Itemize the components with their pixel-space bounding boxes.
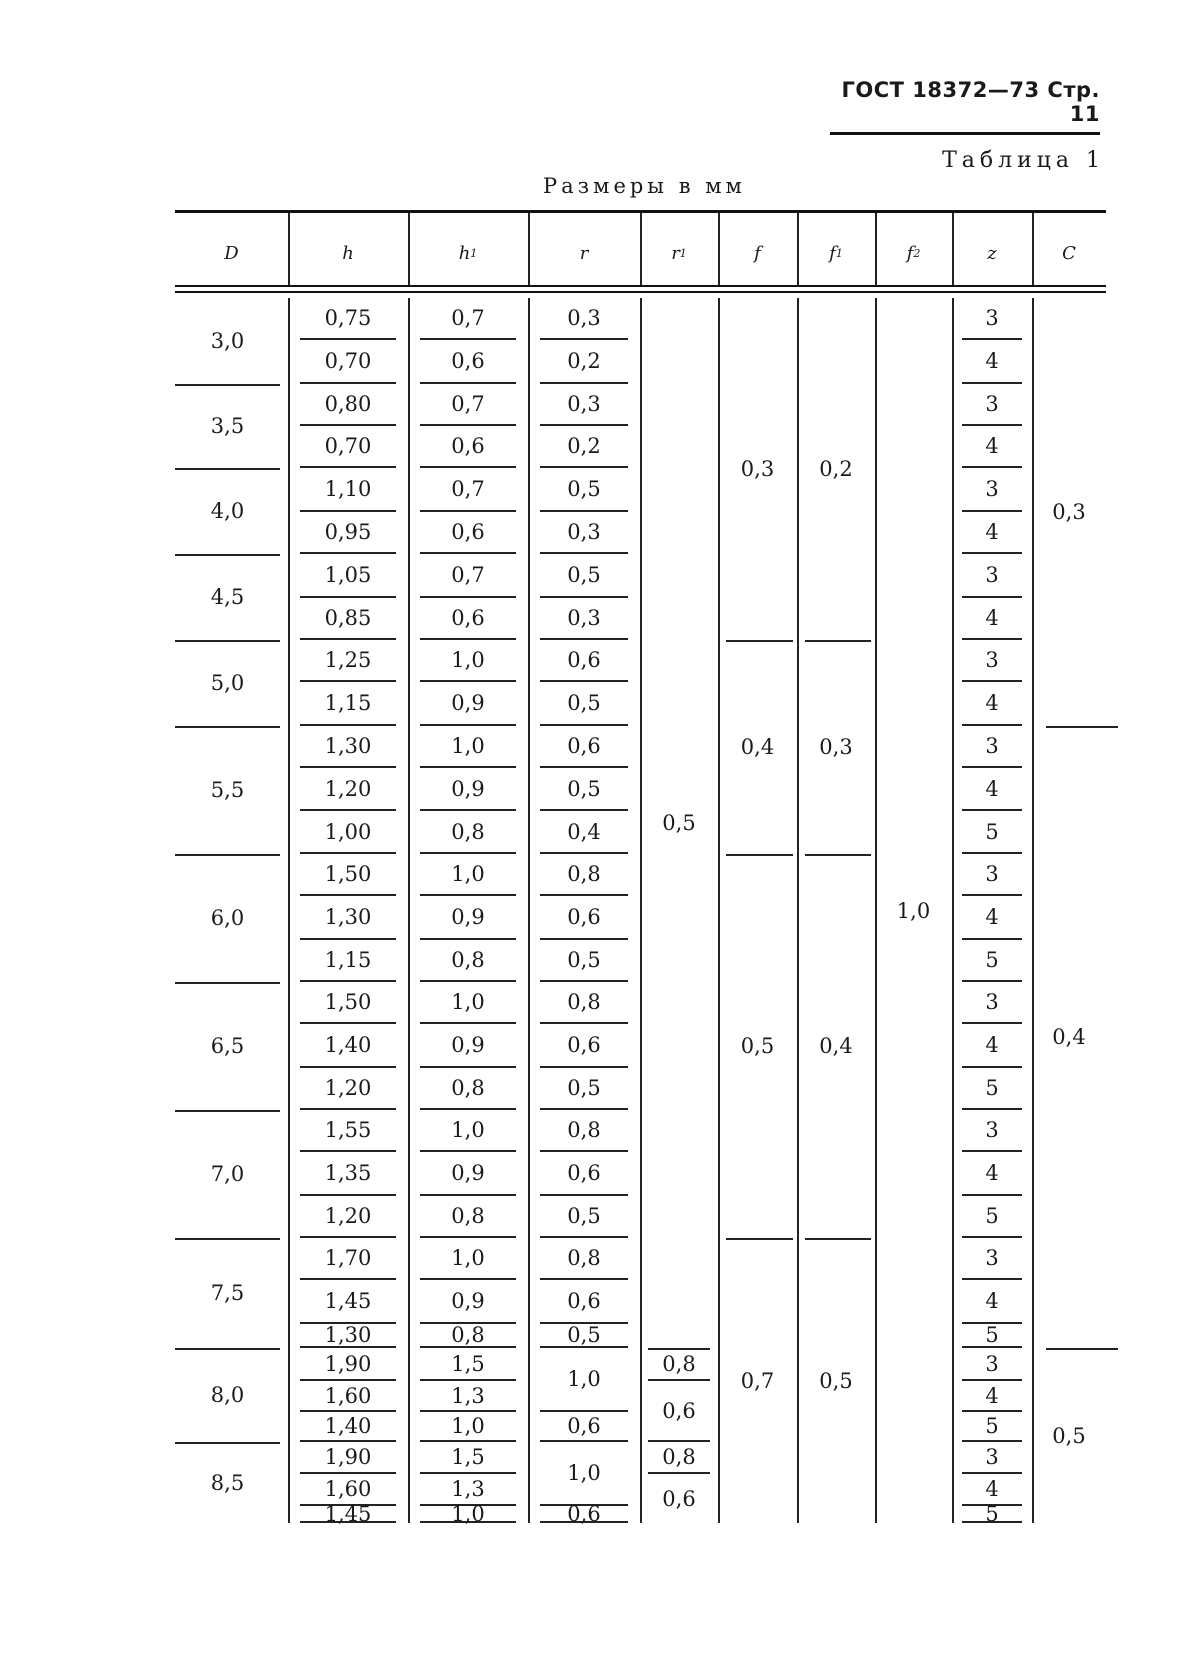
cell-z: 3: [962, 554, 1022, 598]
cell-D: 6,5: [210, 1034, 245, 1058]
header-divider: [408, 213, 410, 285]
cell-z: 3: [962, 982, 1022, 1024]
cell-h: 0,85: [300, 598, 396, 640]
header-divider: [797, 213, 799, 285]
cell-r: 0,3: [540, 298, 628, 340]
cell-f1: 0,4: [819, 1034, 853, 1058]
cell-D: 8,5: [210, 1470, 245, 1495]
cell-h1: 0,7: [420, 468, 516, 512]
cell-r: 0,5: [540, 940, 628, 982]
cell-h: 1,70: [300, 1238, 396, 1280]
header-divider: [952, 213, 954, 285]
cell-r: 0,5: [540, 468, 628, 512]
cell-h: 1,90: [300, 1348, 396, 1381]
cell-h: 0,75: [300, 298, 396, 340]
cell-h: 1,60: [300, 1474, 396, 1506]
cell-f2-merged: 1,0: [896, 898, 931, 923]
cell-h: 1,40: [300, 1412, 396, 1442]
cell-z: 3: [962, 1442, 1022, 1474]
cell-h: 1,15: [300, 682, 396, 726]
cell-h1: 0,9: [420, 768, 516, 811]
header-divider: [875, 213, 877, 285]
cell-r1: 0,6: [662, 1486, 696, 1511]
cell-h1: 1,0: [420, 1506, 516, 1523]
cell-z: 5: [962, 1412, 1022, 1442]
cell-r: 0,6: [540, 1152, 628, 1196]
cell-h1: 0,9: [420, 1280, 516, 1324]
cell-r: 0,8: [540, 854, 628, 896]
cell-h: 1,30: [300, 1324, 396, 1348]
cell-r1: 0,8: [648, 1442, 710, 1474]
header-divider: [528, 213, 530, 285]
cell-h: 1,60: [300, 1381, 396, 1412]
header-h1-subscript: 1: [470, 246, 478, 260]
cell-h: 0,95: [300, 512, 396, 554]
cell-r1: 0,8: [648, 1348, 710, 1381]
cell-h1: 1,0: [420, 982, 516, 1024]
cell-r: 0,3: [540, 512, 628, 554]
cell-h1: 0,7: [420, 554, 516, 598]
header-r1: r 1: [671, 242, 687, 264]
cell-f: 0,3: [740, 457, 775, 481]
cell-r: 0,6: [540, 726, 628, 768]
cell-z: 5: [962, 1506, 1022, 1523]
cell-h: 1,30: [300, 896, 396, 940]
cell-C: 0,4: [1052, 1025, 1086, 1049]
cell-z: 4: [962, 682, 1022, 726]
cell-D: 7,5: [210, 1281, 245, 1305]
cell-h1: 0,8: [420, 1324, 516, 1348]
cell-h1: 0,8: [420, 1068, 516, 1110]
cell-C: 0,5: [1052, 1423, 1086, 1448]
cell-D: 5,0: [210, 671, 245, 695]
cell-h: 0,80: [300, 384, 396, 426]
cell-r: 0,5: [540, 554, 628, 598]
cell-h1: 0,7: [420, 384, 516, 426]
cell-h1: 1,0: [420, 854, 516, 896]
cell-z: 4: [962, 598, 1022, 640]
cell-h: 1,45: [300, 1506, 396, 1523]
cell-z: 4: [962, 768, 1022, 811]
cell-z: 5: [962, 1324, 1022, 1348]
cell-h1: 1,0: [420, 1110, 516, 1152]
cell-z: 3: [962, 1348, 1022, 1381]
header-f1: f 1: [829, 242, 843, 264]
cell-D: 3,5: [210, 414, 245, 438]
cell-f1: 0,5: [819, 1368, 853, 1393]
cell-z: 5: [962, 940, 1022, 982]
header-divider: [640, 213, 642, 285]
cell-h1: 0,9: [420, 1024, 516, 1068]
cell-r: 0,6: [540, 1280, 628, 1324]
cell-z: 4: [962, 1280, 1022, 1324]
cell-C: 0,3: [1052, 500, 1086, 524]
cell-z: 4: [962, 512, 1022, 554]
cell-z: 5: [962, 1068, 1022, 1110]
cell-h1: 0,9: [420, 682, 516, 726]
body-divider: [288, 298, 290, 1523]
cell-h1: 1,0: [420, 726, 516, 768]
cell-h: 1,40: [300, 1024, 396, 1068]
cell-h1: 1,5: [420, 1348, 516, 1381]
cell-h1: 0,8: [420, 940, 516, 982]
cell-z: 3: [962, 298, 1022, 340]
cell-z: 4: [962, 896, 1022, 940]
cell-h1: 0,6: [420, 426, 516, 468]
cell-f: 0,4: [740, 735, 775, 759]
header-double-rule-top: [175, 285, 1106, 287]
cell-f: 0,7: [740, 1368, 775, 1393]
cell-z: 3: [962, 1238, 1022, 1280]
cell-r: 0,6: [540, 640, 628, 682]
header-h: h: [342, 242, 354, 264]
cell-h: 1,15: [300, 940, 396, 982]
cell-f: 0,5: [740, 1034, 775, 1058]
units-caption: Размеры в мм: [543, 174, 746, 198]
header-r1-subscript: 1: [679, 246, 687, 260]
cell-h1: 0,8: [420, 811, 516, 854]
cell-z: 3: [962, 384, 1022, 426]
header-C: C: [1062, 242, 1076, 264]
cell-f1: 0,3: [819, 735, 853, 759]
cell-r: 0,8: [540, 982, 628, 1024]
cell-h: 1,10: [300, 468, 396, 512]
cell-h1: 1,0: [420, 640, 516, 682]
body-divider: [952, 298, 954, 1523]
cell-h: 1,50: [300, 982, 396, 1024]
cell-r1-merged: 0,5: [662, 811, 696, 835]
cell-D: 6,0: [210, 906, 245, 930]
cell-h: 1,35: [300, 1152, 396, 1196]
header-z: z: [987, 242, 997, 264]
cell-z: 3: [962, 640, 1022, 682]
cell-h: 1,90: [300, 1442, 396, 1474]
header-divider: [1032, 213, 1034, 285]
cell-h1: 1,0: [420, 1412, 516, 1442]
header-h1: h 1: [458, 242, 478, 264]
cell-h: 1,55: [300, 1110, 396, 1152]
cell-h1: 1,3: [420, 1474, 516, 1506]
cell-h: 1,05: [300, 554, 396, 598]
cell-h: 0,70: [300, 426, 396, 468]
cell-z: 4: [962, 1381, 1022, 1412]
cell-h1: 0,7: [420, 298, 516, 340]
cell-r1: 0,6: [648, 1381, 710, 1442]
header-f2: f 2: [906, 242, 921, 264]
cell-z: 5: [962, 811, 1022, 854]
cell-h1: 0,6: [420, 512, 516, 554]
cell-D: 7,0: [210, 1162, 245, 1186]
cell-r: 0,3: [540, 598, 628, 640]
cell-h1: 0,9: [420, 1152, 516, 1196]
cell-r: 0,6: [540, 896, 628, 940]
cell-r: 0,6: [540, 1412, 628, 1442]
page-header: ГОСТ 18372—73 Стр. 11: [830, 78, 1100, 135]
cell-h: 1,20: [300, 1068, 396, 1110]
cell-h: 1,30: [300, 726, 396, 768]
cell-h1: 0,6: [420, 340, 516, 384]
cell-D: 3,0: [210, 329, 245, 353]
cell-r: 0,6: [540, 1024, 628, 1068]
cell-z: 4: [962, 1474, 1022, 1506]
header-divider: [288, 213, 290, 285]
cell-z: 3: [962, 726, 1022, 768]
cell-r: 1,0: [540, 1348, 628, 1412]
cell-h: 1,20: [300, 768, 396, 811]
cell-r: 1,0: [540, 1442, 628, 1506]
cell-r: 0,4: [540, 811, 628, 854]
cell-r: 0,6: [540, 1506, 628, 1523]
cell-h: 0,70: [300, 340, 396, 384]
header-divider: [718, 213, 720, 285]
cell-h1: 1,3: [420, 1381, 516, 1412]
cell-r: 0,5: [540, 682, 628, 726]
cell-z: 4: [962, 1152, 1022, 1196]
cell-f1: 0,2: [819, 457, 853, 481]
header-f1-subscript: 1: [835, 246, 843, 260]
cell-D: 4,0: [210, 499, 245, 523]
cell-r: 0,3: [540, 384, 628, 426]
cell-h: 1,00: [300, 811, 396, 854]
cell-r: 0,5: [540, 1196, 628, 1238]
cell-h1: 0,9: [420, 896, 516, 940]
header-f: f: [754, 242, 761, 264]
cell-D: 8,0: [210, 1383, 245, 1407]
header-f2-subscript: 2: [913, 246, 921, 260]
cell-h: 1,45: [300, 1280, 396, 1324]
cell-h: 1,20: [300, 1196, 396, 1238]
header-D: D: [224, 242, 239, 264]
cell-z: 4: [962, 340, 1022, 384]
cell-h: 1,25: [300, 640, 396, 682]
cell-z: 4: [962, 1024, 1022, 1068]
cell-h1: 1,0: [420, 1238, 516, 1280]
cell-z: 3: [962, 1110, 1022, 1152]
cell-D: 5,5: [210, 778, 245, 802]
cell-z: 3: [962, 854, 1022, 896]
cell-r: 0,8: [540, 1110, 628, 1152]
body-divider: [408, 298, 410, 1523]
cell-r: 0,8: [540, 1238, 628, 1280]
cell-z: 3: [962, 468, 1022, 512]
cell-r: 0,2: [540, 426, 628, 468]
cell-h: 1,50: [300, 854, 396, 896]
header-double-rule-bottom: [175, 291, 1106, 293]
table-caption: Таблица 1: [942, 148, 1105, 173]
cell-h1: 0,8: [420, 1196, 516, 1238]
cell-r: 0,5: [540, 1324, 628, 1348]
cell-D: 4,5: [210, 585, 245, 609]
body-divider: [528, 298, 530, 1523]
cell-r: 0,5: [540, 768, 628, 811]
cell-z: 4: [962, 426, 1022, 468]
cell-z: 5: [962, 1196, 1022, 1238]
cell-h1: 1,5: [420, 1442, 516, 1474]
header-r: r: [579, 242, 589, 264]
cell-r: 0,2: [540, 340, 628, 384]
cell-r: 0,5: [540, 1068, 628, 1110]
cell-h1: 0,6: [420, 598, 516, 640]
